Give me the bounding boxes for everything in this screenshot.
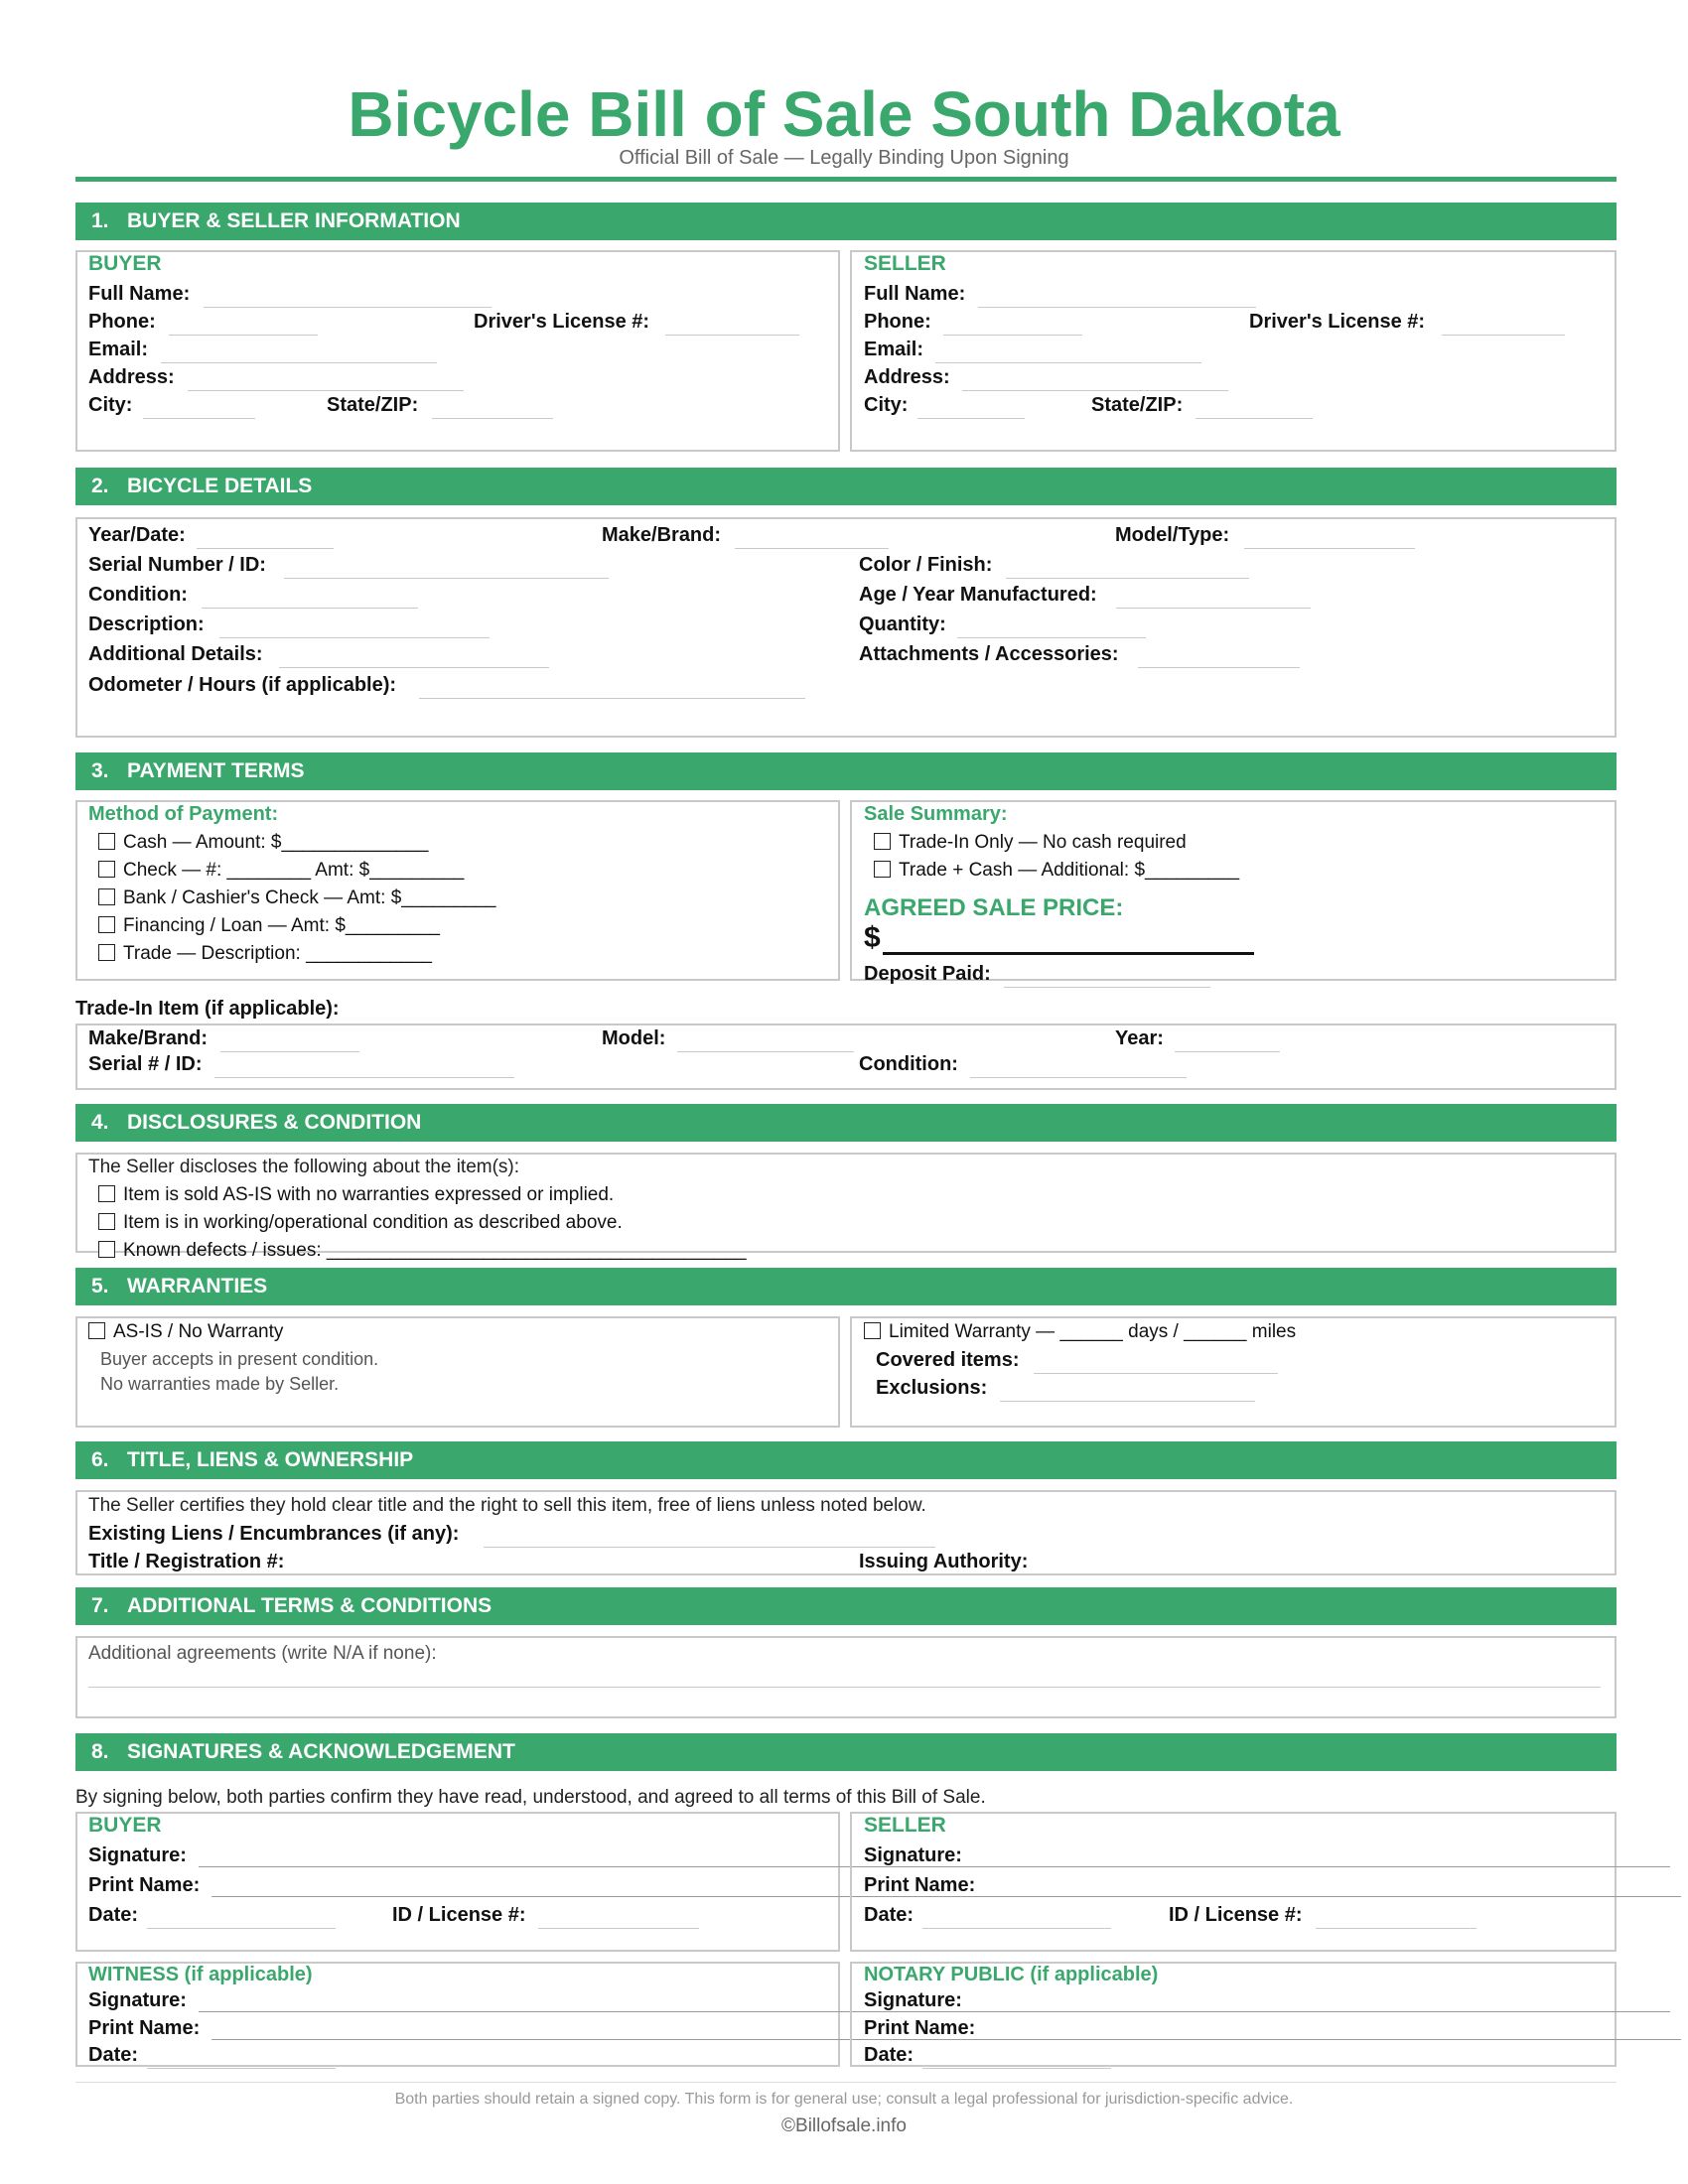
additional-terms-field[interactable] [88,1666,1601,1688]
notary-signature-field[interactable] [975,1990,1670,2012]
seller-phone-label: Phone: [864,311,931,333]
checkbox-financing[interactable] [98,916,115,933]
buyer-print-name-label: Print Name: [88,1874,201,1896]
buyer-state-zip-label: State/ZIP: [327,394,419,416]
witness-date-label: Date: [88,2044,139,2066]
disclosure-as-is[interactable]: Item is sold AS-IS with no warranties expressed or implied. [98,1184,614,1206]
odometer-field[interactable] [419,677,805,699]
seller-phone-field[interactable] [943,314,1082,336]
trade-model-label: Model: [602,1027,666,1049]
page-subtitle: Official Bill of Sale — Legally Binding Upon Signing [619,147,1069,169]
seller-print-name-field[interactable] [987,1875,1680,1897]
quantity-field[interactable] [957,616,1146,638]
serial-number-field[interactable] [284,557,609,579]
seller-address-field[interactable] [962,369,1228,391]
buyer-full-name-field[interactable] [204,286,492,308]
trade-condition-label: Condition: [859,1053,958,1075]
checkbox-trade-cash[interactable] [874,861,891,878]
trade-in-heading: Trade-In Item (if applicable): [75,998,340,1020]
section-header-disclosures: 4. DISCLOSURES & CONDITION [75,1104,1617,1142]
buyer-license-field[interactable] [665,314,799,336]
dollar-sign: $ [864,921,881,954]
covered-items-field[interactable] [1034,1352,1278,1374]
odometer-label: Odometer / Hours (if applicable): [88,674,397,696]
seller-print-name-label: Print Name: [864,1874,976,1896]
checkbox-trade-in-only[interactable] [874,833,891,850]
exclusions-field[interactable] [1000,1380,1255,1402]
warranty-limited-option[interactable]: Limited Warranty — ______ days / ______ miles [864,1321,1296,1343]
sale-summary-heading: Sale Summary: [864,803,1008,825]
seller-city-label: City: [864,394,909,416]
payment-option-bank-check[interactable]: Bank / Cashier's Check — Amt: $_________ [98,887,495,909]
buyer-address-field[interactable] [188,369,464,391]
seller-state-zip-field[interactable] [1196,397,1313,419]
seller-date-field[interactable] [922,1907,1111,1929]
checkbox-limited-warranty[interactable] [864,1322,881,1339]
trade-year-label: Year: [1115,1027,1164,1049]
warranty-as-is-option[interactable]: AS-IS / No Warranty [88,1321,283,1343]
buyer-signature-heading: BUYER [88,1814,162,1837]
description-label: Description: [88,614,205,635]
liens-field[interactable] [484,1526,935,1548]
section-header-additional-terms: 7. ADDITIONAL TERMS & CONDITIONS [75,1587,1617,1625]
seller-signature-field[interactable] [975,1845,1670,1867]
disclosure-working-condition[interactable]: Item is in working/operational condition as described above. [98,1212,623,1234]
seller-address-label: Address: [864,366,950,388]
buyer-id-license-label: ID / License #: [392,1904,526,1926]
payment-option-check[interactable]: Check — #: ________ Amt: $_________ [98,860,464,882]
attachments-label: Attachments / Accessories: [859,643,1119,665]
attachments-field[interactable] [1138,646,1300,668]
buyer-phone-label: Phone: [88,311,156,333]
year-date-field[interactable] [197,527,334,549]
seller-license-label: Driver's License #: [1249,311,1426,333]
seller-city-field[interactable] [917,397,1025,419]
trade-model-field[interactable] [677,1030,854,1052]
make-brand-label: Make/Brand: [602,524,722,546]
age-year-field[interactable] [1116,587,1311,609]
section-header-payment-terms: 3. PAYMENT TERMS [75,752,1617,790]
additional-details-field[interactable] [279,646,549,668]
quantity-label: Quantity: [859,614,946,635]
seller-heading: SELLER [864,252,946,275]
deposit-paid-label: Deposit Paid: [864,963,991,985]
checkbox-bank-check[interactable] [98,888,115,905]
seller-state-zip-label: State/ZIP: [1091,394,1184,416]
trade-year-field[interactable] [1175,1030,1280,1052]
notary-date-field[interactable] [922,2047,1111,2069]
seller-full-name-label: Full Name: [864,283,966,305]
payment-option-trade[interactable]: Trade — Description: ____________ [98,943,432,965]
title-certification-text: The Seller certifies they hold clear title and the right to sell this item, free of liens unless noted below. [88,1495,926,1516]
serial-number-label: Serial Number / ID: [88,554,266,576]
witness-heading: WITNESS (if applicable) [88,1964,313,1985]
header-rule [75,177,1617,182]
witness-print-name-label: Print Name: [88,2017,201,2039]
seller-email-field[interactable] [935,341,1201,363]
notary-print-name-field[interactable] [987,2018,1680,2040]
trade-serial-field[interactable] [214,1056,514,1078]
liens-label: Existing Liens / Encumbrances (if any): [88,1523,460,1545]
title-registration-label: Title / Registration #: [88,1551,285,1572]
trade-serial-label: Serial # / ID: [88,1053,203,1075]
seller-full-name-field[interactable] [978,286,1256,308]
trade-make-field[interactable] [220,1030,359,1052]
witness-date-field[interactable] [147,2047,336,2069]
buyer-city-field[interactable] [143,397,255,419]
buyer-city-label: City: [88,394,133,416]
buyer-phone-field[interactable] [169,314,318,336]
seller-signature-heading: SELLER [864,1814,946,1837]
checkbox-as-is-disclosure[interactable] [98,1185,115,1202]
make-brand-field[interactable] [735,527,889,549]
agreed-sale-price-field[interactable] [883,923,1254,955]
checkbox-known-defects[interactable] [98,1241,115,1258]
checkbox-as-is-warranty[interactable] [88,1322,105,1339]
trade-make-label: Make/Brand: [88,1027,209,1049]
agreed-sale-price-label: AGREED SALE PRICE: [864,894,1124,921]
payment-option-financing[interactable]: Financing / Loan — Amt: $_________ [98,915,440,937]
notary-heading: NOTARY PUBLIC (if applicable) [864,1964,1159,1985]
disclosure-known-defects[interactable]: Known defects / issues: ________________________________________ [98,1240,747,1262]
condition-field[interactable] [202,587,418,609]
seller-email-label: Email: [864,339,924,360]
signatures-intro: By signing below, both parties confirm they have read, understood, and agreed to all terms of this Bill of Sale. [75,1787,986,1808]
as-is-note-no-warranties: No warranties made by Seller. [100,1374,340,1394]
disclosures-intro: The Seller discloses the following about the item(s): [88,1157,520,1177]
buyer-email-label: Email: [88,339,149,360]
model-type-field[interactable] [1244,527,1415,549]
footer-note: Both parties should retain a signed copy. This form is for general use; consult a legal professional for jurisdiction-specific advice. [394,2091,1294,2108]
seller-id-license-label: ID / License #: [1169,1904,1303,1926]
as-is-note-present-condition: Buyer accepts in present condition. [100,1349,379,1369]
buyer-date-field[interactable] [147,1907,336,1929]
buyer-heading: BUYER [88,252,162,275]
section-header-buyer-seller: 1. BUYER & SELLER INFORMATION [75,203,1617,240]
notary-signature-label: Signature: [864,1989,962,2011]
issuing-authority-label: Issuing Authority: [859,1551,1029,1572]
summary-option-trade-in-only[interactable]: Trade-In Only — No cash required [874,832,1187,854]
page-title: Bicycle Bill of Sale South Dakota [348,78,1340,150]
trade-condition-field[interactable] [970,1056,1187,1078]
payment-option-cash[interactable]: Cash — Amount: $______________ [98,832,428,854]
section-header-signatures: 8. SIGNATURES & ACKNOWLEDGEMENT [75,1733,1617,1771]
age-year-label: Age / Year Manufactured: [859,584,1097,606]
section-header-bicycle-details: 2. BICYCLE DETAILS [75,468,1617,505]
notary-date-label: Date: [864,2044,914,2066]
additional-details-label: Additional Details: [88,643,263,665]
method-of-payment-heading: Method of Payment: [88,803,279,825]
additional-terms-prompt: Additional agreements (write N/A if none): [88,1643,437,1664]
footer-copyright: ©Billofsale.info [781,2116,907,2136]
buyer-license-label: Driver's License #: [474,311,650,333]
seller-license-field[interactable] [1442,314,1565,336]
buyer-date-label: Date: [88,1904,139,1926]
seller-date-label: Date: [864,1904,914,1926]
notary-print-name-label: Print Name: [864,2017,976,2039]
covered-items-label: Covered items: [876,1349,1020,1371]
summary-option-trade-cash[interactable]: Trade + Cash — Additional: $_________ [874,860,1239,882]
buyer-signature-label: Signature: [88,1844,187,1866]
buyer-full-name-label: Full Name: [88,283,191,305]
condition-label: Condition: [88,584,188,606]
witness-signature-label: Signature: [88,1989,187,2011]
checkbox-trade[interactable] [98,944,115,961]
checkbox-check[interactable] [98,861,115,878]
buyer-email-field[interactable] [161,341,437,363]
buyer-address-label: Address: [88,366,175,388]
section-header-warranties: 5. WARRANTIES [75,1268,1617,1305]
checkbox-working-condition[interactable] [98,1213,115,1230]
seller-signature-label: Signature: [864,1844,962,1866]
model-type-label: Model/Type: [1115,524,1230,546]
buyer-id-license-field[interactable] [538,1907,699,1929]
footer-divider [75,2082,1617,2083]
checkbox-cash[interactable] [98,833,115,850]
year-date-label: Year/Date: [88,524,186,546]
section-header-title-liens: 6. TITLE, LIENS & OWNERSHIP [75,1441,1617,1479]
color-finish-label: Color / Finish: [859,554,993,576]
seller-id-license-field[interactable] [1316,1907,1477,1929]
deposit-paid-field[interactable] [1004,966,1210,988]
buyer-state-zip-field[interactable] [432,397,553,419]
exclusions-label: Exclusions: [876,1377,988,1399]
description-field[interactable] [219,616,490,638]
color-finish-field[interactable] [1006,557,1249,579]
